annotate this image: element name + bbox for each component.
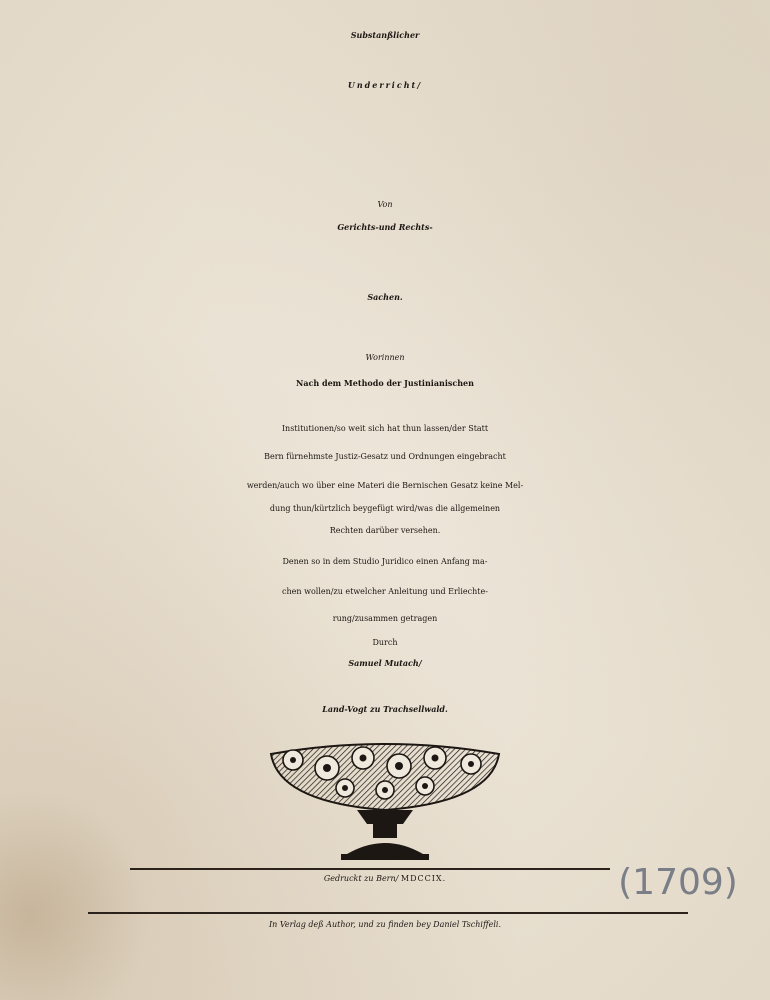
dedication-line-3: rung/zusammen getragen <box>332 614 438 623</box>
dedication-line-2: chen wollen/zu etwelcher Anleitung und Erliechte- <box>282 587 488 596</box>
author-name: Samuel Mutach/ <box>348 658 422 668</box>
body-line-5: Rechten darüber versehen. <box>329 526 441 535</box>
body-line-3: werden/auch wo über eine Materi die Bernischen Gesatz keine Mel- <box>246 481 524 490</box>
title-line-worinnen: Worinnen <box>365 353 405 362</box>
title-line-methodo: Nach dem Methodo der Justinianischen <box>296 378 474 388</box>
body-line-4: dung thun/kürtzlich beygefügt wird/was die allgemeinen <box>269 504 501 513</box>
title-line-sachen: Sachen. <box>367 292 403 302</box>
publisher-line: In Verlag deß Author, und zu finden bey Daniel Tschiffeli. <box>268 920 501 929</box>
dedication-line-durch: Durch <box>372 638 398 647</box>
title-line-1: Substanßlicher <box>350 30 420 40</box>
flower-basket-vase-icon <box>265 740 505 865</box>
body-line-1: Institutionen/so weit sich hat thun lassen/der Statt <box>281 424 489 433</box>
title-line-von: Von <box>377 200 393 209</box>
main-title: Underricht/ <box>347 80 423 90</box>
title-line-gerichts: Gerichts-und Rechts- <box>337 222 433 232</box>
body-line-2: Bern fürnehmste Justiz-Gesatz und Ordnungen eingebracht <box>264 452 506 461</box>
imprint-place: Gedruckt zu Bern/ <box>323 874 399 883</box>
author-title: Land-Vogt zu Trachsellwald. <box>322 704 448 714</box>
imprint-year: MDCCIX. <box>400 874 447 883</box>
rule-lower <box>88 912 688 914</box>
handwritten-year-note: (1709) <box>618 862 738 903</box>
paper-stain <box>0 790 150 1000</box>
rule-upper <box>130 868 610 870</box>
dedication-line-1: Denen so in dem Studio Juridico einen Anfang ma- <box>282 557 488 566</box>
